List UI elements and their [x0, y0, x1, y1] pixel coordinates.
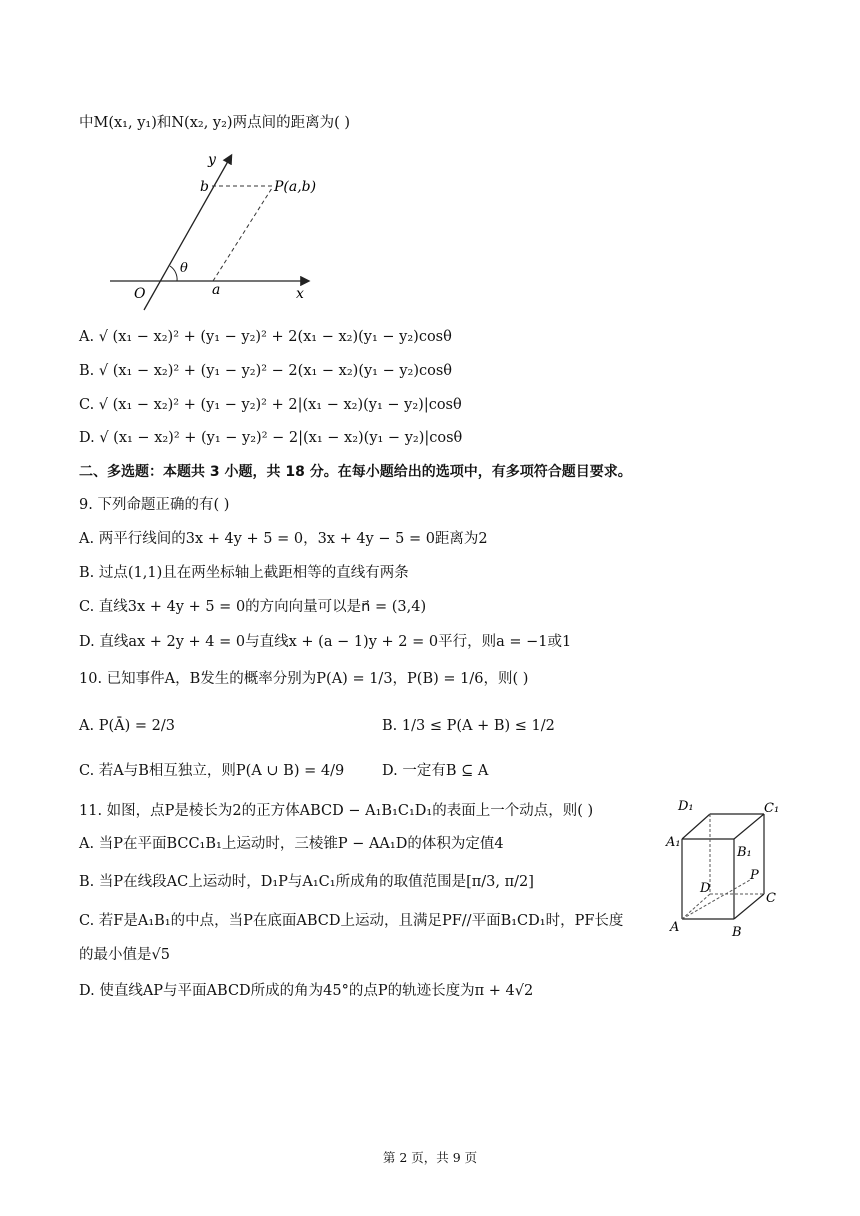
q9-option-d: D. 直线ax + 2y + 4 = 0与直线x + (a − 1)y + 2 = 0平行，则a = −1或1: [79, 634, 572, 650]
q9-option-a: A. 两平行线间的3x + 4y + 5 = 0，3x + 4y − 5 = 0距离为2: [79, 531, 488, 547]
point-p-label: P(a,b): [274, 179, 317, 195]
q10-stem: 10. 已知事件A，B发生的概率分别为P(A) = 1/3，P(B) = 1/6，则( ): [79, 671, 529, 687]
dashed-a-to-p: [213, 188, 272, 281]
q11-option-c-line2: 的最小值是√5: [79, 947, 170, 963]
origin-label: O: [134, 286, 146, 302]
cube-label-a: A: [670, 920, 680, 935]
q10-option-a: A. P(Ā) = 2/3: [79, 718, 175, 734]
q8-option-c: C. √ (x₁ − x₂)² + (y₁ − y₂)² + 2|(x₁ − x₂)(y₁ − y₂)|cosθ: [79, 397, 462, 413]
b-label: b: [200, 179, 209, 195]
cube-label-b: B: [732, 925, 742, 940]
q9-stem: 9. 下列命题正确的有( ): [79, 497, 230, 513]
a-label: a: [212, 282, 221, 298]
q11-option-d: D. 使直线AP与平面ABCD所成的角为45°的点P的轨迹长度为π + 4√2: [79, 983, 534, 999]
x-axis-label: x: [296, 286, 304, 302]
q8-option-a: A. √ (x₁ − x₂)² + (y₁ − y₂)² + 2(x₁ − x₂)(y₁ − y₂)cosθ: [79, 329, 452, 345]
cube-figure: [662, 794, 782, 944]
cube-label-c: C: [766, 891, 776, 906]
cube-label-b1: B₁: [737, 845, 752, 860]
page-footer: 第 2 页，共 9 页: [382, 1150, 478, 1165]
q11-option-b: B. 当P在线段AC上运动时，D₁P与A₁C₁所成角的取值范围是[π/3, π/2]: [79, 874, 534, 890]
question-8-stem-tail: 中M(x₁, y₁)和N(x₂, y₂)两点间的距离为( ): [79, 115, 351, 131]
cube-label-a1: A₁: [666, 835, 681, 850]
theta-arc: [170, 266, 177, 281]
q10-option-c: C. 若A与B相互独立，则P(A ∪ B) = 4/9: [79, 763, 345, 779]
cube-label-d1: D₁: [678, 799, 694, 814]
q11-option-a: A. 当P在平面BCC₁B₁上运动时，三棱锥P − AA₁D的体积为定值4: [79, 836, 504, 852]
q9-option-b: B. 过点(1,1)且在两坐标轴上截距相等的直线有两条: [79, 565, 409, 581]
section-2-heading: 二、多选题：本题共 3 小题，共 18 分。在每小题给出的选项中，有多项符合题目要求。: [79, 464, 632, 480]
cube-label-c1: C₁: [764, 801, 780, 816]
cube-label-p: P: [750, 868, 759, 883]
q8-option-b: B. √ (x₁ − x₂)² + (y₁ − y₂)² − 2(x₁ − x₂)(y₁ − y₂)cosθ: [79, 363, 453, 379]
cube-label-d: D: [700, 881, 711, 896]
q8-option-d: D. √ (x₁ − x₂)² + (y₁ − y₂)² − 2|(x₁ − x₂)(y₁ − y₂)|cosθ: [79, 430, 463, 446]
y-axis-label: y: [208, 152, 216, 168]
q11-stem: 11. 如图，点P是棱长为2的正方体ABCD − A₁B₁C₁D₁的表面上一个动点，则( ): [79, 803, 594, 819]
theta-label: θ: [180, 261, 188, 276]
q10-option-b: B. 1/3 ≤ P(A + B) ≤ 1/2: [382, 718, 555, 734]
q11-option-c-line1: C. 若F是A₁B₁的中点，当P在底面ABCD上运动，且满足PF//平面B₁CD₁时，PF长度: [79, 913, 624, 929]
q9-option-c: C. 直线3x + 4y + 5 = 0的方向向量可以是n⃗ = (3,4): [79, 599, 427, 615]
q10-option-d: D. 一定有B ⊆ A: [382, 763, 489, 779]
oblique-axes-figure: [100, 148, 330, 318]
